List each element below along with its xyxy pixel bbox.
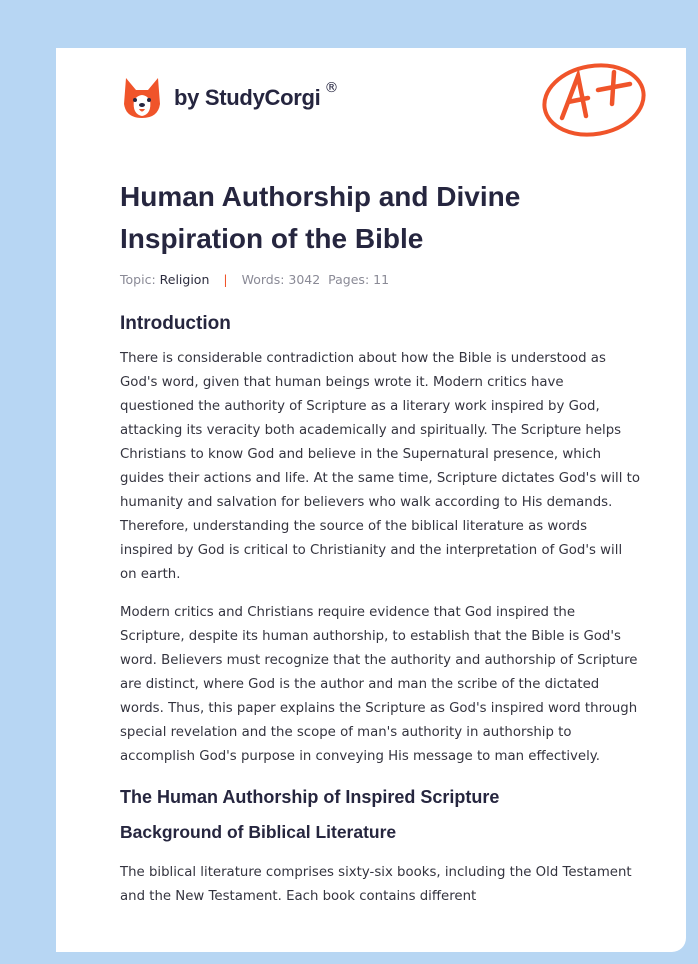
page-count: Pages: 11 <box>328 272 390 287</box>
document-page <box>56 48 686 952</box>
section-heading-introduction: Introduction <box>120 313 231 334</box>
meta-separator: | <box>223 272 228 287</box>
brand-name: by StudyCorgi <box>174 85 321 110</box>
a-plus-grade-icon <box>538 58 650 140</box>
studycorgi-logo[interactable] <box>122 76 338 120</box>
paragraph: The biblical literature comprises sixty-six books, including the Old Testament and the New Testament. Each book contains different <box>120 865 632 904</box>
page-title: Human Authorship and Divine Inspiration of the Bible <box>120 181 521 254</box>
paragraph: There is considerable contradiction about how the Bible is understood as God's word, given that human beings wrote it. Modern critics have questioned the authority of Scripture as a literary work inspired by God, attacking its veracity both academically and spiritually. The Scripture helps Christians to know God and believe in the Supernatural presence, which guides their actions and life. At the same time, Scripture dictates God's will to humanity and salvation for believers who walk according to His demands. Therefore, understanding the source of the biblical literature as words inspired by God is critical to Christianity and the interpretation of God's will on earth. <box>120 351 641 582</box>
topic-link[interactable]: Religion <box>159 272 210 287</box>
corgi-icon <box>122 76 162 120</box>
registered-mark: ® <box>324 80 339 96</box>
document-meta <box>120 272 640 287</box>
word-count: Words: 3042 <box>241 272 321 287</box>
paragraph: Modern critics and Christians require evidence that God inspired the Scripture, despite its human authorship, to establish that the Bible is God's word. Believers must recognize that the authority and authorship of Scripture are distinct, where God is the author and man the scribe of the dictated words. Thus, this paper explains the Scripture as God's inspired word through special revelation and the scope of man's authority in authorship to accomplish God's purpose in conveying His message to man effectively. <box>120 605 638 764</box>
subsection-heading-background: Background of Biblical Literature <box>120 822 397 842</box>
section-heading-human-authorship: The Human Authorship of Inspired Scripture <box>120 787 500 807</box>
topic-label: Topic: <box>120 272 156 287</box>
